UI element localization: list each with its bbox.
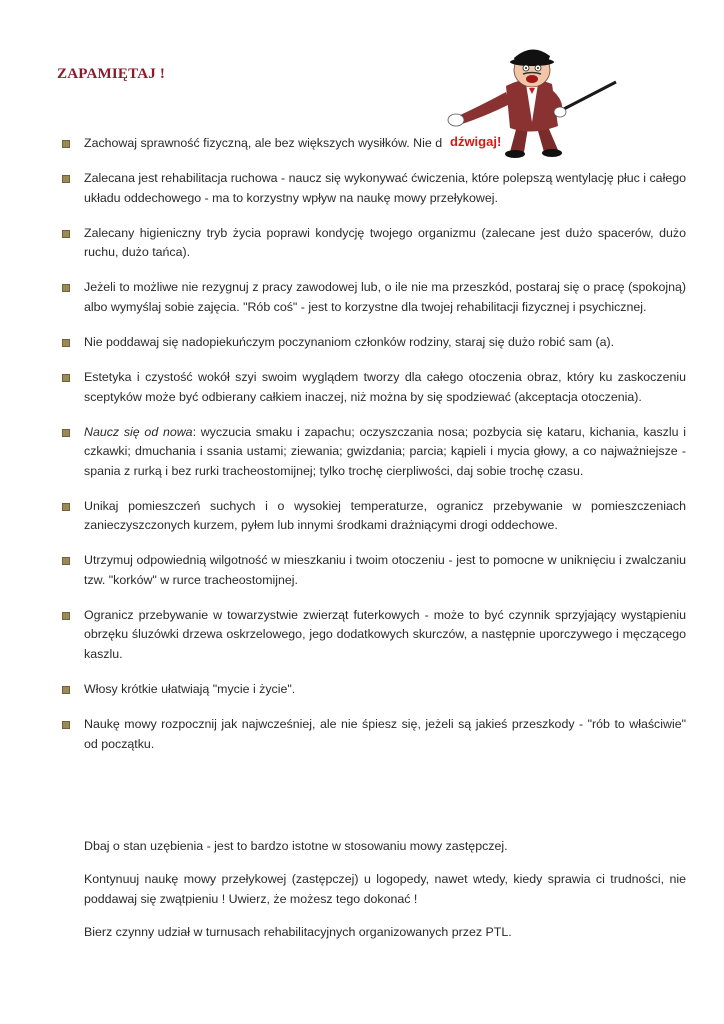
closing-paragraphs xyxy=(84,837,686,956)
page-title: ZAPAMIĘTAJ ! xyxy=(57,66,166,82)
bullet-icon xyxy=(62,230,70,238)
bullet-icon xyxy=(62,612,70,620)
paragraph: Bierz czynny udział w turnusach rehabilitacyjnych organizowanych przez PTL. xyxy=(84,924,512,939)
paragraph: Kontynuuj naukę mowy przełykowej (zastępczej) u logopedy, nawet wtedy, kiedy sprawia ci trudności, nie poddawaj się zwątpieniu ! Uwierz, że możesz tego dokonać ! xyxy=(84,872,686,906)
list-item xyxy=(60,169,686,208)
list-item xyxy=(60,423,686,481)
list-item xyxy=(60,224,686,263)
list-item xyxy=(60,134,686,153)
item-text: Jeżeli to możliwe nie rezygnuj z pracy zawodowej lub, o ile nie ma przeszkód, postaraj się o pracę (spokojną) albo wymyślaj sobie zajęcia. "Rób coś" - jest to korzystne dla twojej rehabilitacji fizycznej i psychicznej. xyxy=(84,280,686,314)
item-lead: Naucz się od nowa xyxy=(84,424,193,439)
item-text: Estetyka i czystość wokół szyi swoim wyglądem tworzy dla całego otoczenia obraz, który ku zaskoczeniu sceptyków może być odbierany całkiem inaczej, niż można by się spodziewać (akceptacja otoczenia). xyxy=(84,370,686,404)
bullet-icon xyxy=(62,721,70,729)
item-text: Zachowaj sprawność fizyczną, ale bez większych wysiłków. Nie d xyxy=(84,136,443,150)
bullet-icon xyxy=(62,140,70,148)
list-item xyxy=(60,278,686,317)
item-text: Utrzymuj odpowiednią wilgotność w mieszkaniu i twoim otoczeniu - jest to pomocne w uniknięciu i zwalczaniu tzw. "korków" w rurce tracheostomijnej. xyxy=(84,553,686,587)
item-text: Ogranicz przebywanie w towarzystwie zwierząt futerkowych - może to być czynnik sprzyjający wystąpieniu obrzęku śluzówki drzewa oskrzelowego, jego dodatkowych skurczów, a następnie uporczywego i męczącego kaszlu. xyxy=(84,608,686,661)
bullet-icon xyxy=(62,429,70,437)
item-text: : wyczucia smaku i zapachu; oczyszczania nosa; pozbycia się kataru, kichania, kaszlu i czkawki; dmuchania i ssania ustami; ziewania; gwizdania; parcia; kąpieli i mycia głowy, a co najważniejsze - spania z rurką i bez rurki tracheostomijnej; tylko trochę cierpliwości, daj sobie trochę czasu. xyxy=(84,424,686,478)
list-item xyxy=(60,606,686,664)
list-item xyxy=(60,680,686,699)
list-item xyxy=(60,368,686,407)
paragraph: Dbaj o stan uzębienia - jest to bardzo istotne w stosowaniu mowy zastępczej. xyxy=(84,839,508,853)
item-text: Zalecana jest rehabilitacja ruchowa - naucz się wykonywać ćwiczenia, które polepszą wentylację płuc i całego układu oddechowego - ma to korzystny wpływ na naukę mowy przełykowej. xyxy=(84,171,686,205)
bullet-icon xyxy=(62,339,70,347)
bullet-icon xyxy=(62,284,70,292)
item-text: Włosy krótkie ułatwiają "mycie i życie". xyxy=(84,681,296,696)
bullet-icon xyxy=(62,686,70,694)
item-text: Nie poddawaj się nadopiekuńczym poczynaniom członków rodziny, staraj się dużo robić sam (a). xyxy=(84,335,615,350)
bullet-icon xyxy=(62,374,70,382)
bullet-icon xyxy=(62,503,70,511)
list-item xyxy=(60,497,686,536)
bullet-icon xyxy=(62,175,70,183)
recommendation-list xyxy=(60,134,686,770)
list-item xyxy=(60,333,686,352)
mascot-caption: dźwigaj! xyxy=(450,134,502,149)
item-text: Unikaj pomieszczeń suchych i o wysokiej temperaturze, ogranicz przebywanie w pomieszczeniach zanieczyszczonych kurzem, pyłem lub innymi środkami drażniącymi drogi oddechowe. xyxy=(84,498,686,533)
item-text: Zalecany higieniczny tryb życia poprawi kondycję twojego organizmu (zalecane jest dużo spacerów, dużo ruchu, dużo tańca). xyxy=(84,225,686,260)
list-item xyxy=(60,551,686,590)
bullet-icon xyxy=(62,557,70,565)
list-item xyxy=(60,715,686,754)
item-text: Naukę mowy rozpocznij jak najwcześniej, ale nie śpiesz się, jeżeli są jakieś przeszkody - "rób to właściwie" od początku. xyxy=(84,717,686,751)
